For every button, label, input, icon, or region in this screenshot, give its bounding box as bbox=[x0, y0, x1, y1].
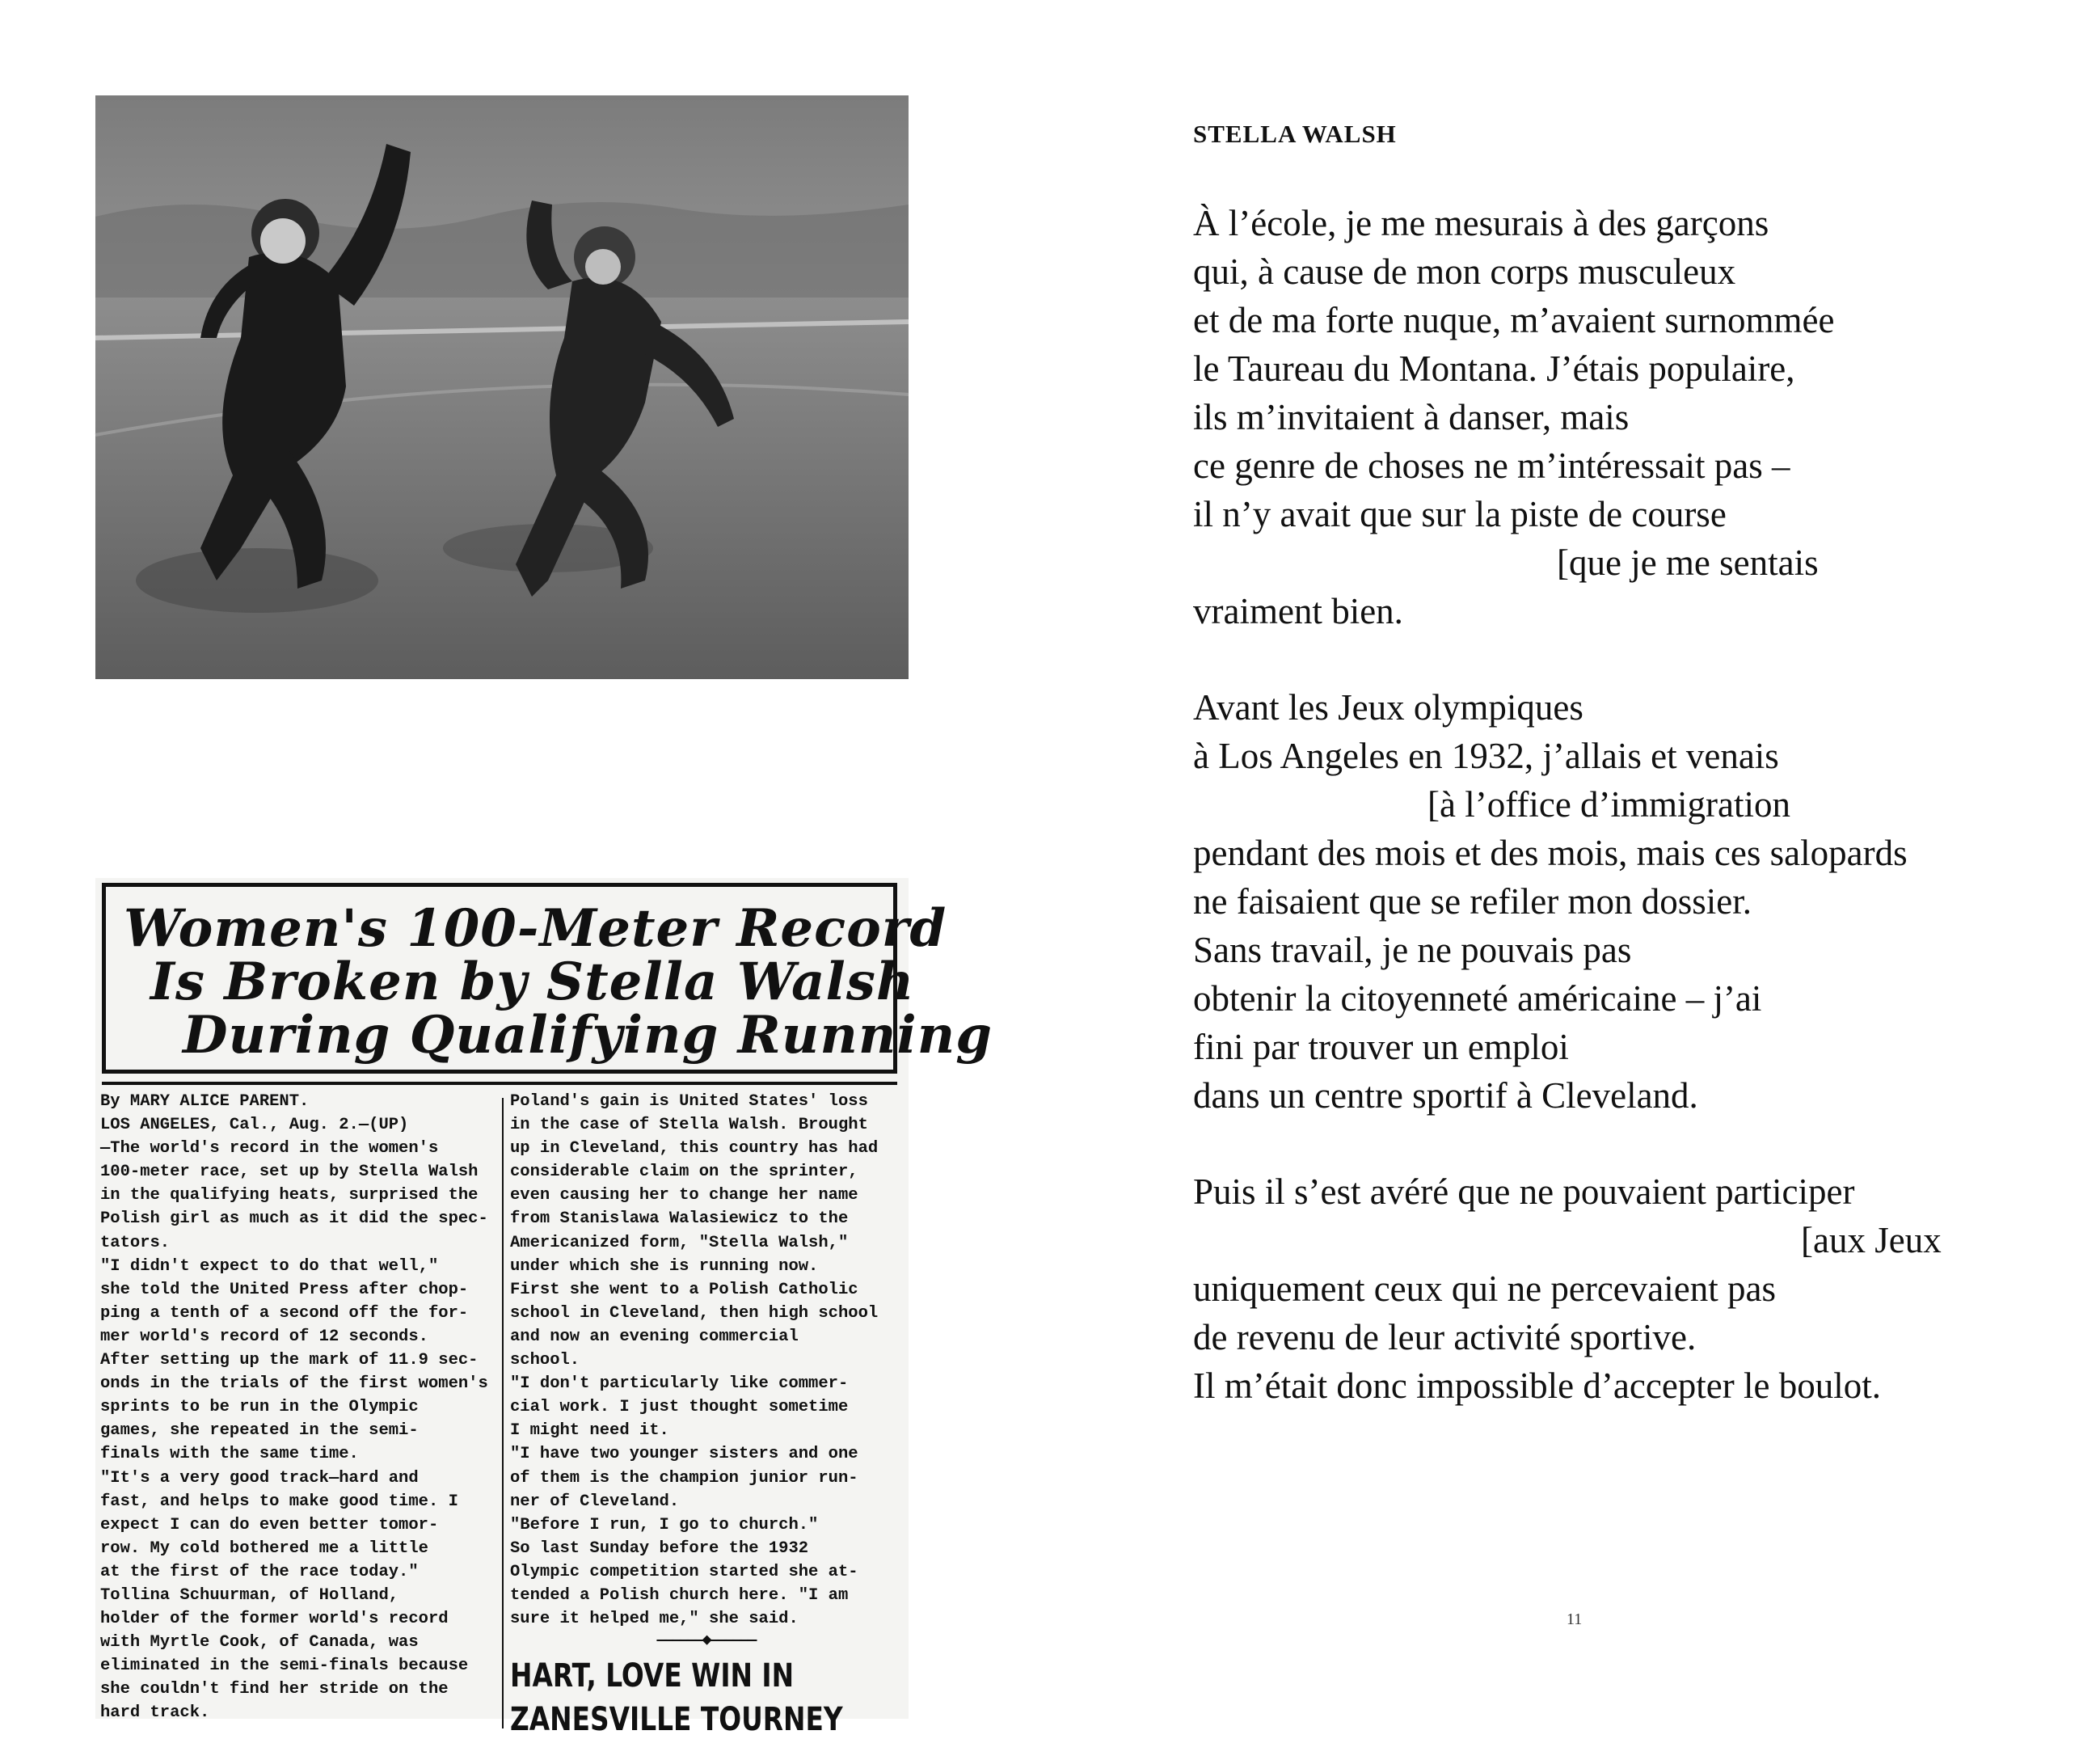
poem-line: [aux Jeux bbox=[1801, 1220, 1942, 1260]
poem-line: À l’école, je me mesurais à des garçons bbox=[1193, 203, 1769, 243]
poem-line: pendant des mois et des mois, mais ces salopards bbox=[1193, 833, 1908, 873]
poem-line: obtenir la citoyenneté américaine – j’ai bbox=[1193, 978, 1762, 1019]
poem-line: Puis il s’est avéré que ne pouvaient participer bbox=[1193, 1171, 1855, 1212]
column-divider bbox=[502, 1098, 504, 1728]
article-line: eliminated in the semi-finals because bbox=[100, 1657, 469, 1676]
clipping-headline-line: During Qualifying Running bbox=[183, 1005, 993, 1066]
article-line: from Stanislawa Walasiewicz to the bbox=[510, 1209, 849, 1229]
article-line: ner of Cleveland. bbox=[510, 1492, 680, 1511]
article-line: considerable claim on the sprinter, bbox=[510, 1163, 858, 1182]
article-line: in the case of Stella Walsh. Brought bbox=[510, 1116, 868, 1135]
article-line: she told the United Press after chop- bbox=[100, 1280, 469, 1299]
clipping-headline-line: Women's 100-Meter Record bbox=[124, 898, 947, 959]
article-line: with Myrtle Cook, of Canada, was bbox=[100, 1633, 419, 1652]
poem-line: Il m’était donc impossible d’accepter le boulot. bbox=[1193, 1365, 1881, 1406]
stanza-break bbox=[1193, 635, 1942, 683]
sprinters-photo-illustration bbox=[95, 95, 909, 679]
poem-line: Avant les Jeux olympiques bbox=[1193, 687, 1583, 728]
poem-line: uniquement ceux qui ne percevaient pas bbox=[1193, 1268, 1776, 1309]
clipping-left-column bbox=[100, 1090, 496, 1725]
article-line: even causing her to change her name bbox=[510, 1186, 858, 1205]
article-line: mer world's record of 12 seconds. bbox=[100, 1327, 428, 1346]
article-line: "I have two younger sisters and one bbox=[510, 1445, 858, 1464]
article-line: "It's a very good track—hard and bbox=[100, 1468, 419, 1488]
poem-line: il n’y avait que sur la piste de course bbox=[1193, 494, 1727, 534]
article-line: By MARY ALICE PARENT. bbox=[100, 1092, 310, 1111]
article-line: hard track. bbox=[100, 1703, 210, 1723]
poem-line: de revenu de leur activité sportive. bbox=[1193, 1317, 1697, 1357]
poem-body bbox=[1193, 199, 1942, 1410]
stanza-break bbox=[1193, 1120, 1942, 1167]
article-line: Americanized form, "Stella Walsh," bbox=[510, 1233, 849, 1252]
article-line: First she went to a Polish Catholic bbox=[510, 1280, 858, 1299]
poem-line: Sans travail, je ne pouvais pas bbox=[1193, 930, 1632, 970]
article-line: Polish girl as much as it did the spec- bbox=[100, 1209, 488, 1229]
poem-line: ne faisaient que se refiler mon dossier. bbox=[1193, 881, 1752, 922]
clipping-right-column bbox=[510, 1090, 901, 1739]
poem-line: dans un centre sportif à Cleveland. bbox=[1193, 1075, 1698, 1116]
clipping-headline-line: Is Broken by Stella Walsh bbox=[150, 952, 915, 1012]
article-line: she couldn't find her stride on the bbox=[100, 1680, 449, 1699]
article-line: sure it helped me," she said. bbox=[510, 1610, 799, 1629]
poem-title: STELLA WALSH bbox=[1193, 120, 1397, 148]
article-line: expect I can do even better tomor- bbox=[100, 1515, 439, 1534]
article-line: fast, and helps to make good time. I bbox=[100, 1492, 458, 1511]
article-line: holder of the former world's record bbox=[100, 1610, 449, 1629]
article-line: "I don't particularly like commer- bbox=[510, 1374, 849, 1394]
article-line: onds in the trials of the first women's bbox=[100, 1374, 488, 1394]
article-line: school in Cleveland, then high school bbox=[510, 1303, 879, 1323]
article-line: "Before I run, I go to church." bbox=[510, 1515, 819, 1534]
article-line: "I didn't expect to do that well," bbox=[100, 1256, 439, 1276]
article-line: in the qualifying heats, surprised the bbox=[100, 1186, 479, 1205]
article-line: finals with the same time. bbox=[100, 1445, 359, 1464]
article-line: of them is the champion junior run- bbox=[510, 1468, 858, 1488]
poem-line: [à l’office d’immigration bbox=[1427, 784, 1791, 825]
page-number: 11 bbox=[1567, 1610, 1583, 1628]
article-line: —The world's record in the women's bbox=[100, 1139, 439, 1159]
article-line: up in Cleveland, this country has had bbox=[510, 1139, 879, 1159]
article-line: and now an evening commercial bbox=[510, 1327, 799, 1346]
subhead-line: HART, LOVE WIN IN bbox=[510, 1657, 795, 1695]
clipping-divider bbox=[102, 1082, 897, 1085]
article-line: games, she repeated in the semi- bbox=[100, 1421, 419, 1441]
poem-line: et de ma forte nuque, m’avaient surnommée bbox=[1193, 300, 1835, 340]
poem-line: [que je me sentais bbox=[1557, 542, 1819, 583]
article-line: I might need it. bbox=[510, 1421, 669, 1441]
article-line: tended a Polish church here. "I am bbox=[510, 1585, 849, 1605]
article-line: After setting up the mark of 11.9 sec- bbox=[100, 1351, 479, 1370]
article-line: ping a tenth of a second off the for- bbox=[100, 1303, 469, 1323]
article-line: So last Sunday before the 1932 bbox=[510, 1539, 809, 1558]
section-separator: ——————◆—————— bbox=[656, 1631, 755, 1651]
article-line: Poland's gain is United States' loss bbox=[510, 1092, 868, 1111]
clipping-headline-box bbox=[102, 883, 993, 1074]
article-line: LOS ANGELES, Cal., Aug. 2.—(UP) bbox=[100, 1116, 409, 1135]
poem-line: fini par trouver un emploi bbox=[1193, 1027, 1569, 1067]
poem-line: à Los Angeles en 1932, j’allais et venais bbox=[1193, 736, 1779, 776]
poem-line: qui, à cause de mon corps musculeux bbox=[1193, 251, 1736, 292]
subhead-line: ZANESVILLE TOURNEY bbox=[510, 1701, 843, 1739]
poem-line: vraiment bien. bbox=[1193, 591, 1403, 631]
poem-line: ils m’invitaient à danser, mais bbox=[1193, 397, 1630, 437]
article-line: under which she is running now. bbox=[510, 1256, 819, 1276]
article-line: 100-meter race, set up by Stella Walsh bbox=[100, 1163, 479, 1182]
poem-line: ce genre de choses ne m’intéressait pas – bbox=[1193, 445, 1790, 486]
newspaper-clipping bbox=[95, 878, 993, 1739]
article-line: at the first of the race today." bbox=[100, 1562, 419, 1581]
poem-line: le Taureau du Montana. J’étais populaire, bbox=[1193, 348, 1795, 389]
article-line: tators. bbox=[100, 1233, 171, 1252]
article-line: school. bbox=[510, 1351, 580, 1370]
article-line: row. My cold bothered me a little bbox=[100, 1539, 428, 1558]
article-line: Olympic competition started she at- bbox=[510, 1562, 858, 1581]
article-line: cial work. I just thought sometime bbox=[510, 1398, 849, 1417]
sprinters-photo bbox=[95, 95, 909, 679]
article-line: Tollina Schuurman, of Holland, bbox=[100, 1585, 399, 1605]
article-line: sprints to be run in the Olympic bbox=[100, 1398, 419, 1417]
